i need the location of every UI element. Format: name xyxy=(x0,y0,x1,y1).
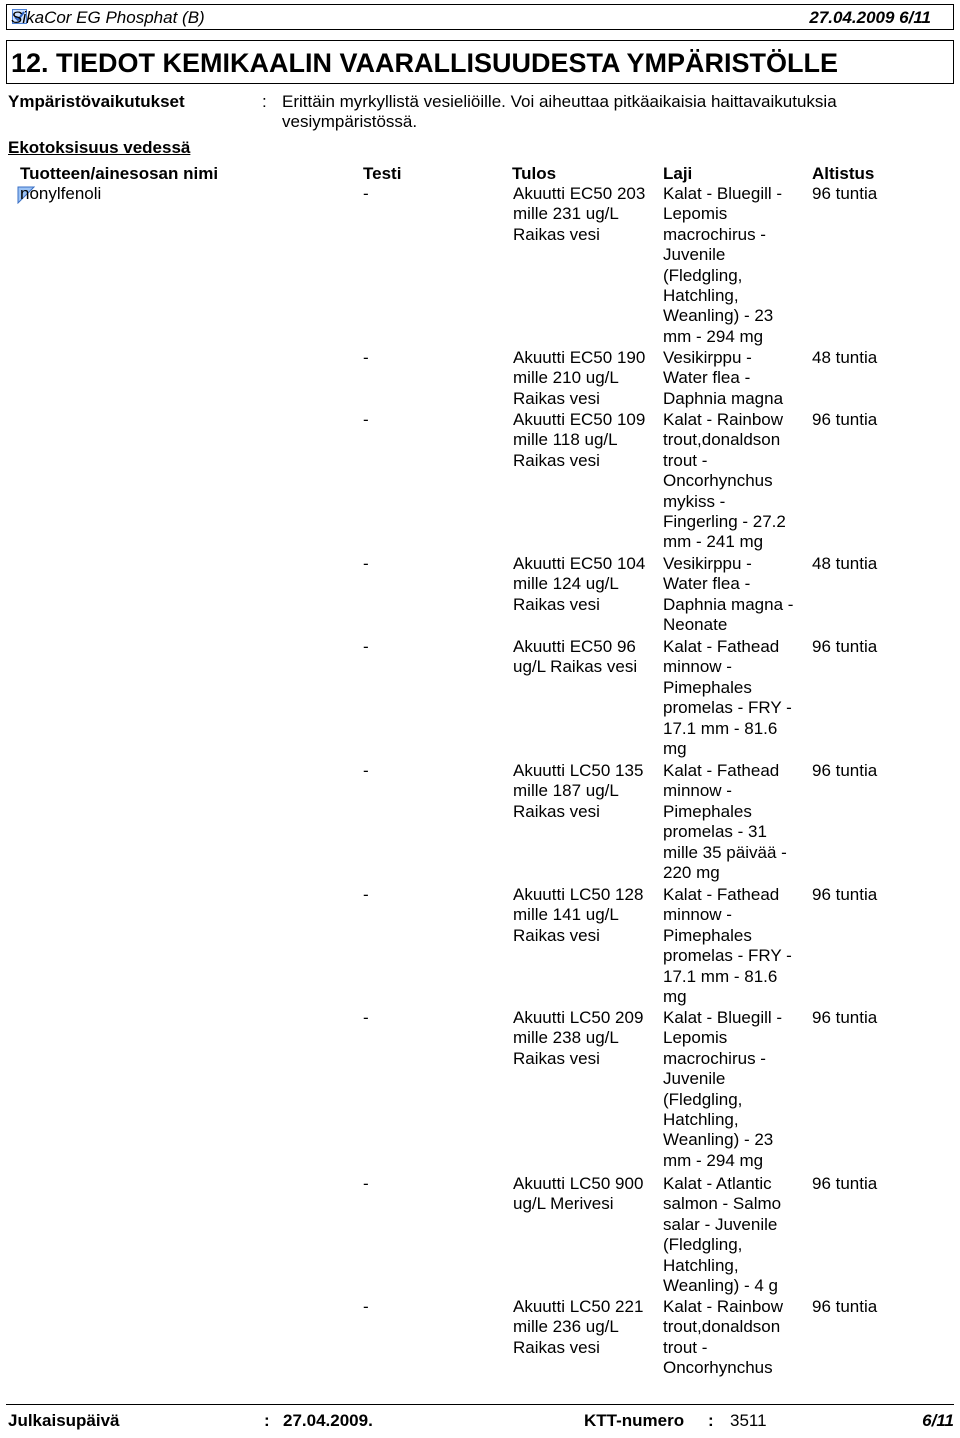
environment-colon: : xyxy=(262,92,267,111)
exposure-cell: 48 tuntia xyxy=(812,554,878,573)
section-title: 12. TIEDOT KEMIKAALIN VAARALLISUUDESTA YMPÄRISTÖLLE xyxy=(11,48,839,78)
exposure-cell: 96 tuntia xyxy=(812,637,878,656)
species-cell: Kalat - Bluegill - Lepomis macrochirus - Juvenile (Fledgling, Hatchling, Weanling) - 23 mm - 294 mg xyxy=(663,1008,783,1170)
test-cell: - xyxy=(363,885,369,904)
document-date-page: 27.04.2009 6/11 xyxy=(809,8,931,27)
environment-text: Erittäin myrkyllistä vesieliöille. Voi aiheuttaa pitkäaikaisia haittavaikutuksia vesiympäristössä. xyxy=(282,92,837,131)
result-cell: Akuutti EC50 104 mille 124 ug/L Raikas vesi xyxy=(513,554,646,614)
exposure-cell: 96 tuntia xyxy=(812,885,878,904)
result-cell: Akuutti EC50 96 ug/L Raikas vesi xyxy=(513,637,638,677)
species-cell: Vesikirppu - Water flea - Daphnia magna - Neonate xyxy=(663,554,794,635)
exposure-cell: 48 tuntia xyxy=(812,348,878,367)
result-cell: Akuutti EC50 190 mille 210 ug/L Raikas vesi xyxy=(513,348,646,408)
table-row xyxy=(0,554,960,637)
footer-ktt-number: 3511 xyxy=(730,1411,767,1430)
table-row xyxy=(0,1008,960,1174)
result-cell: Akuutti EC50 109 mille 118 ug/L Raikas vesi xyxy=(513,410,646,470)
result-cell: Akuutti LC50 900 ug/L Merivesi xyxy=(513,1174,644,1214)
header-name: Tuotteen/ainesosan nimi xyxy=(20,164,219,183)
exposure-cell: 96 tuntia xyxy=(812,410,878,429)
exposure-cell: 96 tuntia xyxy=(812,761,878,780)
test-cell: - xyxy=(363,761,369,780)
footer-page-number: 6/11 xyxy=(922,1411,954,1430)
document-footer xyxy=(6,1404,954,1432)
ecotoxicity-label: Ekotoksisuus vedessä xyxy=(8,138,191,157)
header-altistus: Altistus xyxy=(812,164,875,183)
table-row xyxy=(0,184,960,348)
species-cell: Vesikirppu - Water flea - Daphnia magna xyxy=(663,348,784,408)
result-cell: Akuutti LC50 221 mille 236 ug/L Raikas vesi xyxy=(513,1297,644,1357)
result-cell: Akuutti LC50 128 mille 141 ug/L Raikas vesi xyxy=(513,885,644,945)
species-cell: Kalat - Bluegill - Lepomis macrochirus - Juvenile (Fledgling, Hatchling, Weanling) - 23 mm - 294 mg xyxy=(663,184,783,346)
substance-name: nonylfenoli xyxy=(20,184,102,203)
species-cell: Kalat - Fathead minnow - Pimephales promelas - FRY - 17.1 mm - 81.6 mg xyxy=(663,637,792,759)
footer-ktt-label: KTT-numero xyxy=(584,1411,685,1430)
test-cell: - xyxy=(363,554,369,573)
test-cell: - xyxy=(363,1297,369,1316)
test-cell: - xyxy=(363,348,369,367)
header-tulos: Tulos xyxy=(512,164,557,183)
table-row xyxy=(0,410,960,554)
document-name: SikaCor EG Phosphat (B) xyxy=(11,8,205,27)
species-cell: Kalat - Rainbow trout,donaldson trout - Oncorhynchus xyxy=(663,1297,784,1378)
exposure-cell: 96 tuntia xyxy=(812,1297,878,1316)
test-cell: - xyxy=(363,184,369,203)
environment-label: Ympäristövaikutukset xyxy=(8,92,185,111)
ecotoxicity-table xyxy=(0,184,960,1381)
species-cell: Kalat - Fathead minnow - Pimephales promelas - FRY - 17.1 mm - 81.6 mg xyxy=(663,885,792,1007)
test-cell: - xyxy=(363,637,369,656)
result-cell: Akuutti EC50 203 mille 231 ug/L Raikas vesi xyxy=(513,184,646,244)
header-laji: Laji xyxy=(663,164,693,183)
table-row xyxy=(0,1297,960,1381)
footer-colon: : xyxy=(264,1411,270,1430)
header-test: Testi xyxy=(363,164,402,183)
footer-date-label: Julkaisupäivä xyxy=(8,1411,120,1430)
test-cell: - xyxy=(363,1008,369,1027)
document-header-bar xyxy=(6,4,954,30)
exposure-cell: 96 tuntia xyxy=(812,1174,878,1193)
footer-colon: : xyxy=(708,1411,714,1430)
table-row xyxy=(0,348,960,410)
exposure-cell: 96 tuntia xyxy=(812,184,878,203)
section-title-bar xyxy=(6,40,954,84)
test-cell: - xyxy=(363,410,369,429)
result-cell: Akuutti LC50 135 mille 187 ug/L Raikas vesi xyxy=(513,761,644,821)
species-cell: Kalat - Fathead minnow - Pimephales promelas - 31 mille 35 päivää - 220 mg xyxy=(663,761,787,883)
exposure-cell: 96 tuntia xyxy=(812,1008,878,1027)
footer-date: 27.04.2009. xyxy=(283,1411,373,1430)
table-row xyxy=(0,637,960,761)
table-row xyxy=(0,761,960,885)
test-cell: - xyxy=(363,1174,369,1193)
species-cell: Kalat - Atlantic salmon - Salmo salar - Juvenile (Fledgling, Hatchling, Weanling) - 4 g xyxy=(663,1174,782,1296)
table-row xyxy=(0,1174,960,1297)
table-row xyxy=(0,885,960,1008)
result-cell: Akuutti LC50 209 mille 238 ug/L Raikas vesi xyxy=(513,1008,644,1068)
species-cell: Kalat - Rainbow trout,donaldson trout - Oncorhynchus mykiss - Fingerling - 27.2 mm - 241 mg xyxy=(663,410,786,552)
